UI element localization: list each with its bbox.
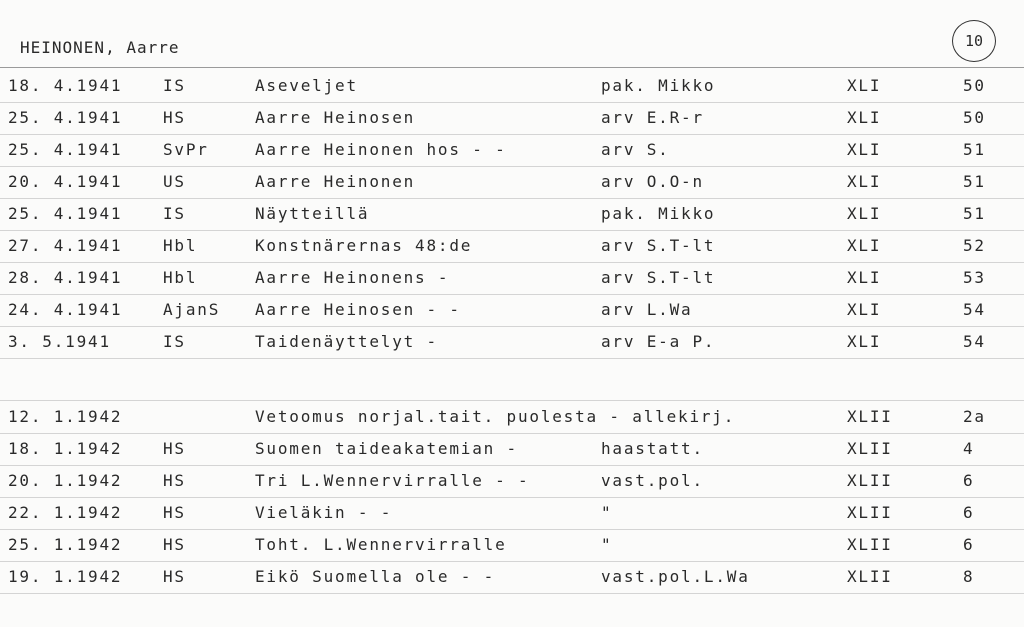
header-rule	[0, 67, 1024, 68]
table-row	[0, 262, 1024, 295]
entry-volume: XLII	[847, 439, 893, 458]
entry-date: 3. 5.1941	[8, 332, 111, 351]
entry-author: "	[601, 535, 613, 554]
entry-title: Aarre Heinonens -	[255, 268, 450, 287]
entry-author: haastatt.	[601, 439, 704, 458]
entry-title: Eikö Suomella ole - -	[255, 567, 496, 586]
entry-author: vast.pol.	[601, 471, 704, 490]
entry-page: 51	[963, 204, 986, 223]
entry-title: Toht. L.Wennervirralle	[255, 535, 507, 554]
entry-volume: XLI	[847, 108, 882, 127]
card-number-circle: 10	[952, 20, 996, 62]
entry-source: IS	[163, 332, 186, 351]
entry-title: Konstnärernas 48:de	[255, 236, 473, 255]
table-row	[0, 230, 1024, 263]
entry-page: 50	[963, 76, 986, 95]
table-row	[0, 198, 1024, 231]
entry-volume: XLII	[847, 471, 893, 490]
entry-title: Taidenäyttelyt -	[255, 332, 438, 351]
entry-page: 53	[963, 268, 986, 287]
table-row	[0, 561, 1024, 594]
entry-page: 54	[963, 332, 986, 351]
entry-source: HS	[163, 439, 186, 458]
entry-source: HS	[163, 108, 186, 127]
entry-volume: XLII	[847, 407, 893, 426]
table-row	[0, 166, 1024, 199]
table-row	[0, 134, 1024, 167]
entry-volume: XLI	[847, 332, 882, 351]
entry-author: arv L.Wa	[601, 300, 693, 319]
table-row	[0, 465, 1024, 498]
entry-title: Aarre Heinosen	[255, 108, 416, 127]
entry-volume: XLI	[847, 268, 882, 287]
table-row	[0, 70, 1024, 103]
entry-date: 12. 1.1942	[8, 407, 123, 426]
entry-title: Vieläkin - -	[255, 503, 393, 522]
entry-date: 25. 1.1942	[8, 535, 123, 554]
entry-volume: XLI	[847, 140, 882, 159]
entry-author: "	[601, 503, 613, 522]
entry-title: Aarre Heinonen hos - -	[255, 140, 507, 159]
entry-source: HS	[163, 503, 186, 522]
entry-author: arv S.T-lt	[601, 268, 716, 287]
entry-source: IS	[163, 204, 186, 223]
entry-author: arv O.O-n	[601, 172, 704, 191]
entry-source: US	[163, 172, 186, 191]
entry-volume: XLI	[847, 300, 882, 319]
entry-author: pak. Mikko	[601, 204, 716, 223]
entry-author: arv S.	[601, 140, 670, 159]
entry-title: Tri L.Wennervirralle - -	[255, 471, 530, 490]
entry-source: Hbl	[163, 236, 198, 255]
entry-page: 50	[963, 108, 986, 127]
entry-title: Aarre Heinonen	[255, 172, 416, 191]
entry-date: 24. 4.1941	[8, 300, 123, 319]
entry-volume: XLII	[847, 567, 893, 586]
entry-page: 51	[963, 172, 986, 191]
entry-date: 20. 4.1941	[8, 172, 123, 191]
entry-title: Näytteillä	[255, 204, 370, 223]
entry-page: 6	[963, 471, 975, 490]
table-row	[0, 294, 1024, 327]
entry-author: pak. Mikko	[601, 76, 716, 95]
table-row	[0, 401, 1024, 434]
entry-page: 8	[963, 567, 975, 586]
blank-row	[0, 358, 1024, 401]
entry-date: 27. 4.1941	[8, 236, 123, 255]
entry-source: HS	[163, 471, 186, 490]
entry-volume: XLII	[847, 535, 893, 554]
entry-date: 22. 1.1942	[8, 503, 123, 522]
entry-date: 19. 1.1942	[8, 567, 123, 586]
entry-volume: XLII	[847, 503, 893, 522]
card-heading: HEINONEN, Aarre	[20, 38, 180, 57]
entry-author: arv E.R-r	[601, 108, 704, 127]
entry-date: 28. 4.1941	[8, 268, 123, 287]
entry-title: Vetoomus norjal.tait. puolesta - allekirj.	[255, 407, 736, 426]
entry-source: AjanS	[163, 300, 221, 319]
entry-volume: XLI	[847, 172, 882, 191]
entry-author: arv S.T-lt	[601, 236, 716, 255]
table-row	[0, 326, 1024, 359]
entry-page: 54	[963, 300, 986, 319]
entry-date: 18. 1.1942	[8, 439, 123, 458]
entry-title: Aarre Heinosen - -	[255, 300, 461, 319]
entry-author: vast.pol.L.Wa	[601, 567, 750, 586]
entry-source: HS	[163, 535, 186, 554]
entry-source: Hbl	[163, 268, 198, 287]
entry-date: 25. 4.1941	[8, 108, 123, 127]
entry-page: 2a	[963, 407, 986, 426]
entry-page: 4	[963, 439, 975, 458]
entry-volume: XLI	[847, 204, 882, 223]
entry-date: 20. 1.1942	[8, 471, 123, 490]
entry-title: Aseveljet	[255, 76, 358, 95]
entry-page: 6	[963, 535, 975, 554]
entry-date: 25. 4.1941	[8, 204, 123, 223]
entry-source: SvPr	[163, 140, 209, 159]
entry-date: 25. 4.1941	[8, 140, 123, 159]
table-row	[0, 102, 1024, 135]
entry-author: arv E-a P.	[601, 332, 716, 351]
table-row	[0, 433, 1024, 466]
entry-page: 52	[963, 236, 986, 255]
entry-page: 51	[963, 140, 986, 159]
table-row	[0, 497, 1024, 530]
table-row	[0, 529, 1024, 562]
entry-source: IS	[163, 76, 186, 95]
entry-source: HS	[163, 567, 186, 586]
entry-page: 6	[963, 503, 975, 522]
entry-title: Suomen taideakatemian -	[255, 439, 518, 458]
entry-volume: XLI	[847, 76, 882, 95]
entry-date: 18. 4.1941	[8, 76, 123, 95]
entry-volume: XLI	[847, 236, 882, 255]
